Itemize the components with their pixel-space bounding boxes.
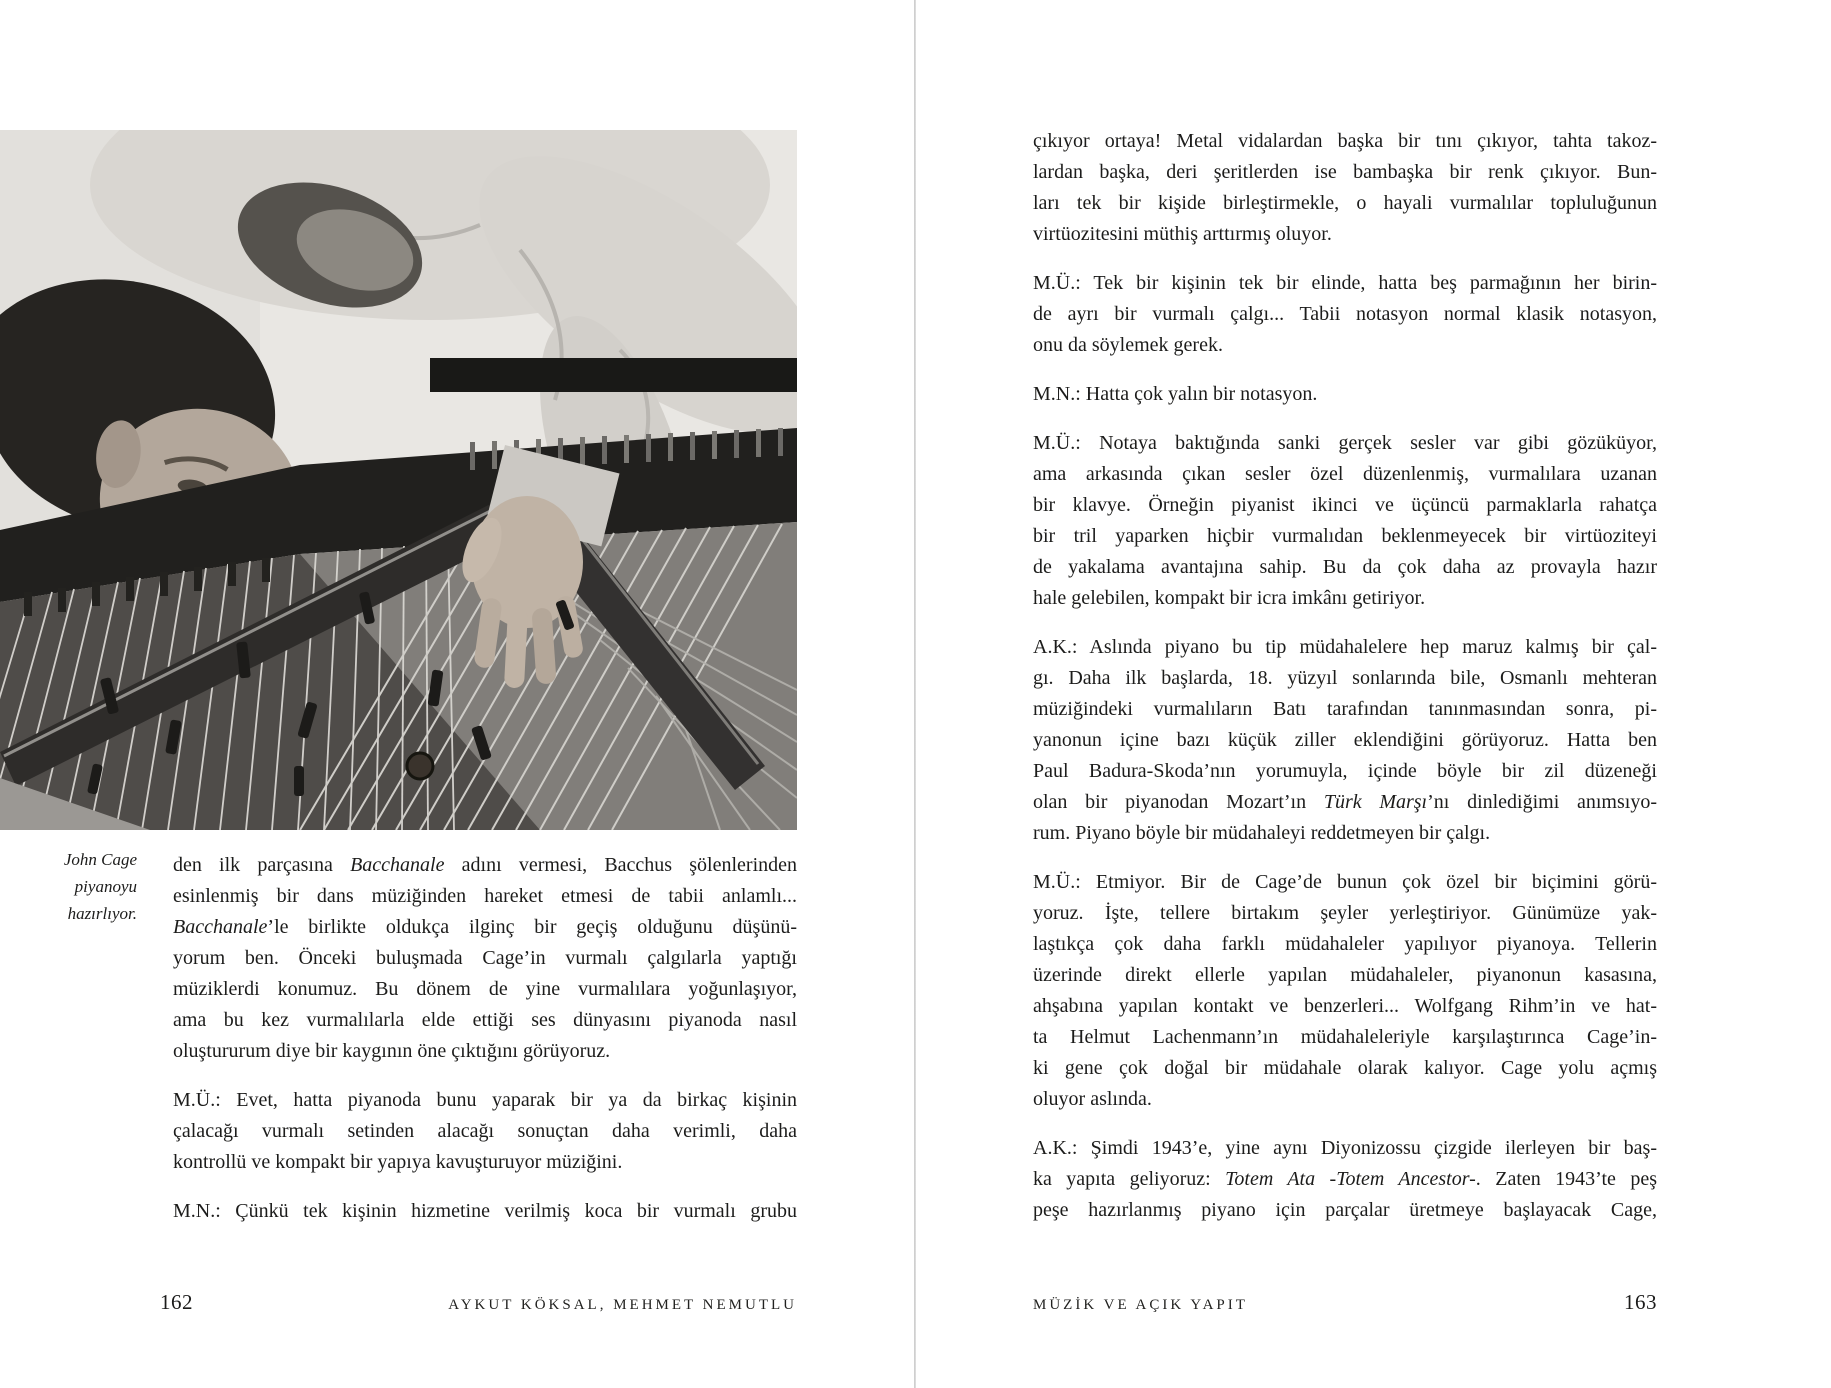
paragraph: [1033, 1133, 1657, 1226]
running-footer-authors: AYKUT KÖKSAL, MEHMET NEMUTLU: [448, 1297, 797, 1313]
text-line: ki gene çok doğal bir müdahale olarak kalıyor. Cage yolu açmış: [1033, 1057, 1657, 1079]
left-page-body-text: [173, 850, 797, 1227]
text-line: onu da söylemek gerek.: [1033, 334, 1223, 356]
text-line: üzerinde direkt ellerle yapılan müdahaleler, piyanonun kasasına,: [1033, 964, 1657, 986]
text-line: A.K.: Aslında piyano bu tip müdahalelere hep maruz kalmış bir çal-: [1033, 636, 1657, 658]
text-line: oluştururum diye bir kaygının öne çıktığını görüyoruz.: [173, 1040, 611, 1062]
text-line: M.Ü.: Notaya baktığında sanki gerçek sesler var gibi gözüküyor,: [1033, 432, 1657, 454]
text-line: ka yapıta geliyoruz: Totem Ata -Totem Ancestor-. Zaten 1943’te peş: [1033, 1168, 1657, 1190]
left-page-footer: [160, 1290, 797, 1320]
text-line: bir klavye. Örneğin piyanist ikinci ve üçüncü parmaklarla rahatça: [1033, 494, 1657, 516]
paragraph: [1033, 268, 1657, 361]
text-line: yorum ben. Önceki buluşmada Cage’in vurmalı çalgılarla yaptığı: [173, 947, 797, 969]
running-footer-title: MÜZİK VE AÇIK YAPIT: [1033, 1297, 1248, 1313]
text-line: yanonun içine bazı küçük ziller eklendiğini görüyoruz. Hatta ben: [1033, 729, 1657, 751]
text-line: rum. Piyano böyle bir müdahaleyi reddetmeyen bir çalgı.: [1033, 822, 1491, 844]
paragraph: [1033, 632, 1657, 849]
text-line: ta Helmut Lachenmann’ın müdahaleleriyle karşılaştırınca Cage’in-: [1033, 1026, 1657, 1048]
text-line: gı. Daha ilk başlarda, 18. yüzyıl sonlarında bile, Osmanlı mehteran: [1033, 667, 1657, 689]
text-line: A.K.: Şimdi 1943’e, yine aynı Diyonizossu çizgide ilerleyen bir baş-: [1033, 1137, 1657, 1159]
right-page: [915, 0, 1831, 1388]
caption-line: piyanoyu: [74, 877, 137, 896]
text-line: hale gelebilen, kompakt bir icra imkânı getiriyor.: [1033, 587, 1426, 609]
text-line: ahşabına yapılan kontakt ve benzerleri... Wolfgang Rihm’in ve hat-: [1033, 995, 1657, 1017]
text-line: çalacağı vurmalı setinden alacağı sonuçtan daha verimli, daha: [173, 1120, 797, 1142]
paragraph: [1033, 379, 1657, 410]
text-line: çıkıyor ortaya! Metal vidalardan başka bir tını çıkıyor, tahta takoz-: [1033, 130, 1657, 152]
text-line: ları tek bir kişide birleştirmekle, o hayali vurmalılar topluluğunun: [1033, 192, 1657, 214]
text-line: den ilk parçasına Bacchanale adını vermesi, Bacchus şölenlerinden: [173, 854, 797, 876]
page-number: 163: [1624, 1290, 1657, 1314]
text-line: müziğindeki vurmalıların Batı tarafından tanınmasından sonra, pi-: [1033, 698, 1657, 720]
text-line: M.N.: Çünkü tek kişinin hizmetine verilmiş koca bir vurmalı grubu: [173, 1200, 797, 1222]
paragraph: [173, 1085, 797, 1178]
john-cage-photo: [0, 130, 797, 830]
text-line: de yakalama avantajına sahip. Bu da çok daha az provayla hazır: [1033, 556, 1657, 578]
text-line: M.Ü.: Tek bir kişinin tek bir elinde, hatta beş parmağının her birin-: [1033, 272, 1657, 294]
text-line: olan bir piyanodan Mozart’ın Türk Marşı’nı dinlediğimi anımsıyo-: [1033, 791, 1657, 813]
right-page-footer: [1033, 1290, 1657, 1320]
paragraph: [1033, 867, 1657, 1115]
text-line: virtüozitesini müthiş arttırmış oluyor.: [1033, 223, 1332, 245]
caption-line: John Cage: [63, 850, 137, 869]
text-line: ama arkasında çıkan sesler özel düzenlenmiş, vurmalılara uzanan: [1033, 463, 1657, 485]
text-line: esinlenmiş bir dans müziğinden hareket etmesi de tabii anlamlı...: [173, 885, 797, 907]
paragraph: [173, 850, 797, 1067]
text-line: peşe hazırlanmış piyano için parçalar üretmeye başlayacak Cage,: [1033, 1199, 1657, 1221]
text-line: bir tril yaparken hiçbir vurmalıdan beklenmeyecek bir virtüoziteyi: [1033, 525, 1657, 547]
text-line: kontrollü ve kompakt bir yapıya kavuşturuyor müziğini.: [173, 1151, 623, 1173]
text-line: müziklerdi konumuz. Bu dönem de yine vurmalılara yoğunlaşıyor,: [173, 978, 797, 1000]
text-line: oluyor aslında.: [1033, 1088, 1152, 1110]
page-number: 162: [160, 1290, 193, 1314]
text-line: M.N.: Hatta çok yalın bir notasyon.: [1033, 383, 1318, 405]
right-page-body-text: [1033, 126, 1657, 1226]
text-line: yoruz. İşte, tellere birtakım şeyler yerleştiriyor. Günümüze yak-: [1033, 902, 1657, 924]
text-line: ama bu kez vurmalılarla elde ettiği ses dünyasını piyanoda nasıl: [173, 1009, 797, 1031]
left-page: [0, 0, 915, 1388]
john-cage-photo-art: [0, 130, 797, 830]
text-line: M.Ü.: Evet, hatta piyanoda bunu yaparak bir ya da birkaç kişinin: [173, 1089, 797, 1111]
paragraph: [1033, 428, 1657, 614]
text-line: Paul Badura-Skoda’nın yorumuyla, içinde böyle bir zil düzeneği: [1033, 760, 1657, 782]
photo-caption: [40, 846, 137, 927]
paragraph: [1033, 126, 1657, 250]
text-line: de ayrı bir vurmalı çalgı... Tabii notasyon normal klasik notasyon,: [1033, 303, 1657, 325]
text-line: Bacchanale’le birlikte oldukça ilginç bir geçiş olduğunu düşünü-: [173, 916, 797, 938]
text-line: lardan başka, deri şeritlerden ise bambaşka bir renk çıkıyor. Bun-: [1033, 161, 1657, 183]
caption-line: hazırlıyor.: [67, 904, 137, 923]
text-line: laştıkça çok daha farklı müdahaleler yapılıyor piyanoya. Tellerin: [1033, 933, 1657, 955]
text-line: M.Ü.: Etmiyor. Bir de Cage’de bunun çok özel bir biçimini görü-: [1033, 871, 1657, 893]
paragraph: [173, 1196, 797, 1227]
